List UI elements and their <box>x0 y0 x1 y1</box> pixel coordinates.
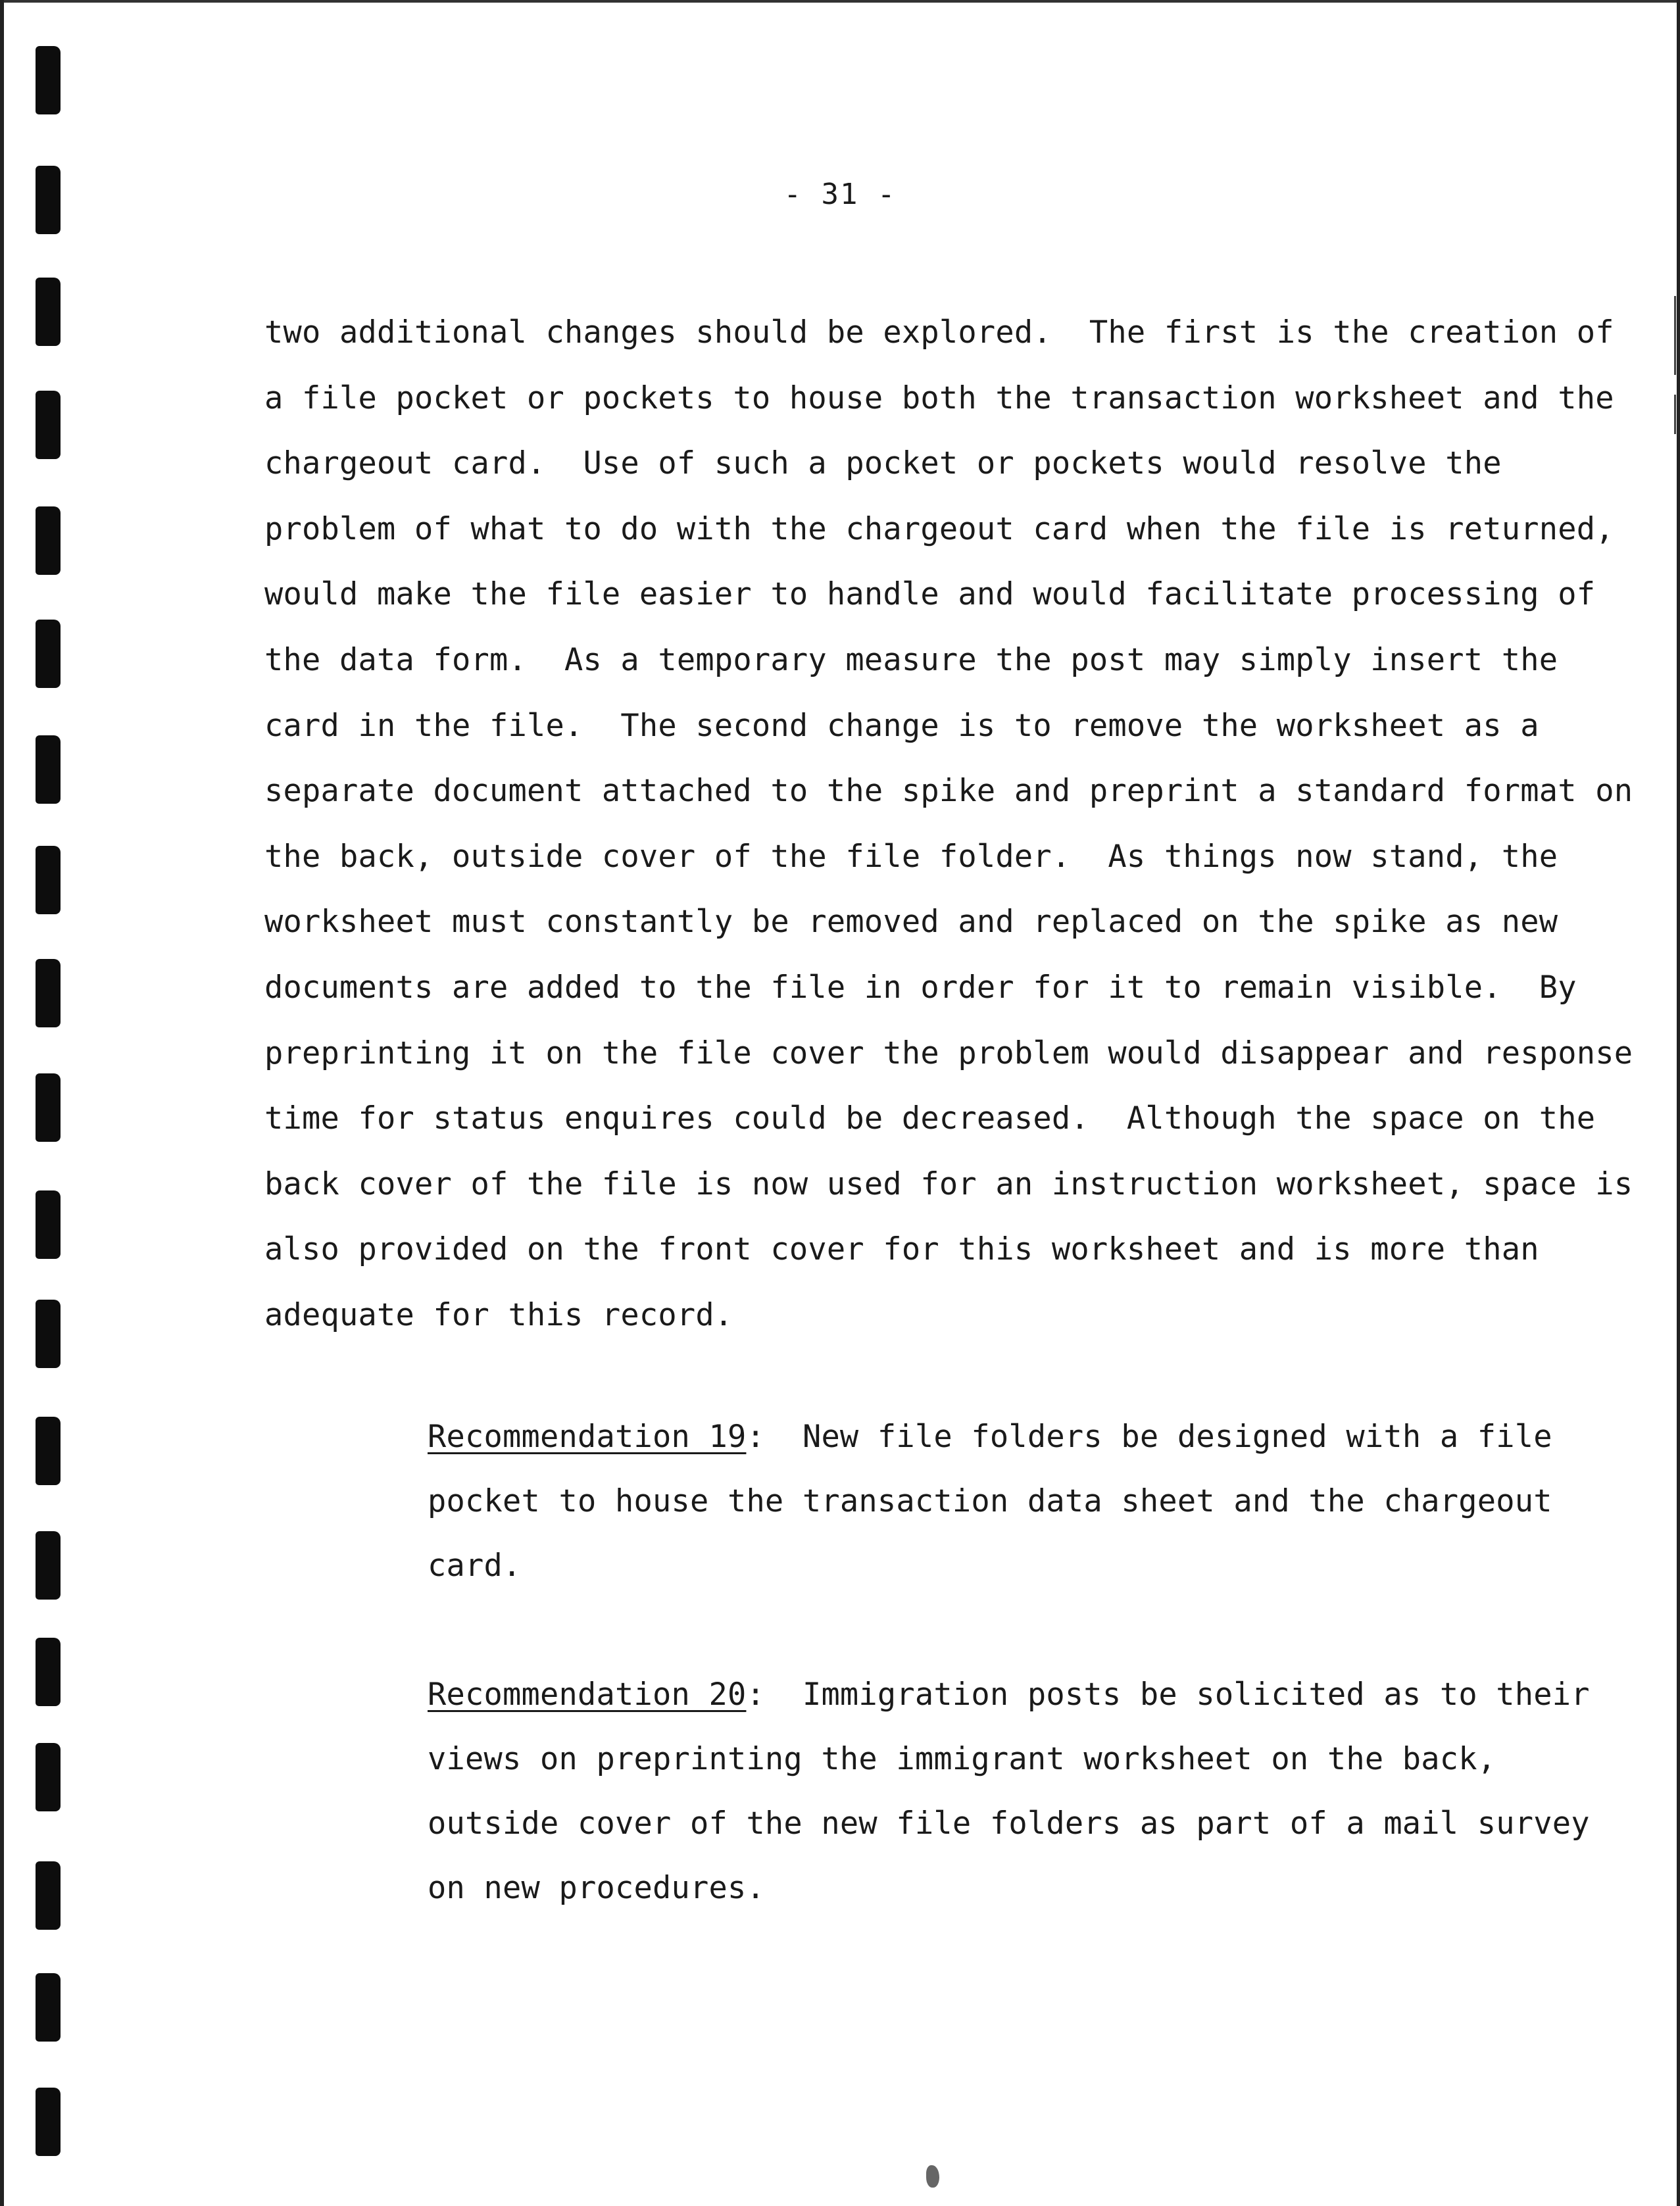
binder-hole <box>36 1190 61 1259</box>
binder-hole <box>36 959 61 1027</box>
text-line: on new procedures. <box>428 1870 765 1906</box>
recommendation-19 <box>428 1405 1552 1598</box>
binder-hole <box>36 46 61 114</box>
binder-hole <box>36 2088 61 2156</box>
binder-hole <box>36 278 61 346</box>
binder-hole <box>36 1973 61 2042</box>
binder-hole <box>36 1300 61 1368</box>
text-line: back cover of the file is now used for an instruction worksheet, space is <box>264 1165 1633 1202</box>
binder-hole <box>36 1638 61 1706</box>
text-line: adequate for this record. <box>264 1296 733 1333</box>
text-line: views on preprinting the immigrant worksheet on the back, <box>428 1741 1496 1777</box>
scan-mark <box>1674 296 1676 375</box>
scan-right-edge <box>1677 0 1680 2206</box>
text-line: outside cover of the new file folders as part of a mail survey <box>428 1805 1590 1842</box>
scan-mark <box>1674 395 1676 434</box>
text-line: two additional changes should be explored. The first is the creation of <box>264 314 1614 351</box>
text-line: the back, outside cover of the file folder. As things now stand, the <box>264 838 1558 875</box>
recommendation-20 <box>428 1663 1590 1921</box>
binder-hole <box>36 391 61 459</box>
text-line: also provided on the front cover for this worksheet and is more than <box>264 1231 1539 1268</box>
recommendation-label: Recommendation 20 <box>428 1677 747 1713</box>
text-line: the data form. As a temporary measure the post may simply insert the <box>264 641 1558 678</box>
scan-smudge <box>926 2165 939 2188</box>
binder-holes <box>36 46 64 2190</box>
recommendation-text: : New file folders be designed with a file <box>746 1419 1552 1455</box>
text-line: pocket to house the transaction data sheet and the chargeout <box>428 1483 1552 1519</box>
scan-left-edge <box>0 0 4 2206</box>
text-line: worksheet must constantly be removed and replaced on the spike as new <box>264 904 1558 941</box>
text-line: separate document attached to the spike and preprint a standard format on <box>264 773 1633 810</box>
text-line: documents are added to the file in order for it to remain visible. By <box>264 969 1577 1006</box>
recommendation-first-line <box>428 1663 1590 1727</box>
recommendation-text: : Immigration posts be solicited as to their <box>746 1677 1590 1713</box>
text-line: preprinting it on the file cover the problem would disappear and response <box>264 1035 1633 1071</box>
scan-top-edge <box>0 0 1680 3</box>
body-paragraph <box>264 300 1633 1348</box>
text-line: chargeout card. Use of such a pocket or pockets would resolve the <box>264 445 1502 482</box>
page-number: - 31 - <box>783 178 897 211</box>
recommendation-label: Recommendation 19 <box>428 1419 747 1455</box>
binder-hole <box>36 1861 61 1930</box>
binder-hole <box>36 1743 61 1811</box>
binder-hole <box>36 620 61 688</box>
binder-hole <box>36 1531 61 1600</box>
binder-hole <box>36 1073 61 1142</box>
text-line: problem of what to do with the chargeout card when the file is returned, <box>264 510 1614 547</box>
binder-hole <box>36 735 61 804</box>
binder-hole <box>36 846 61 914</box>
binder-hole <box>36 1417 61 1485</box>
text-line: card. <box>428 1548 522 1584</box>
text-line: a file pocket or pockets to house both the transaction worksheet and the <box>264 380 1614 416</box>
recommendation-first-line <box>428 1405 1552 1469</box>
binder-hole <box>36 506 61 575</box>
text-line: card in the file. The second change is to remove the worksheet as a <box>264 707 1539 744</box>
text-line: would make the file easier to handle and would facilitate processing of <box>264 576 1596 613</box>
text-line: time for status enquires could be decreased. Although the space on the <box>264 1100 1596 1137</box>
